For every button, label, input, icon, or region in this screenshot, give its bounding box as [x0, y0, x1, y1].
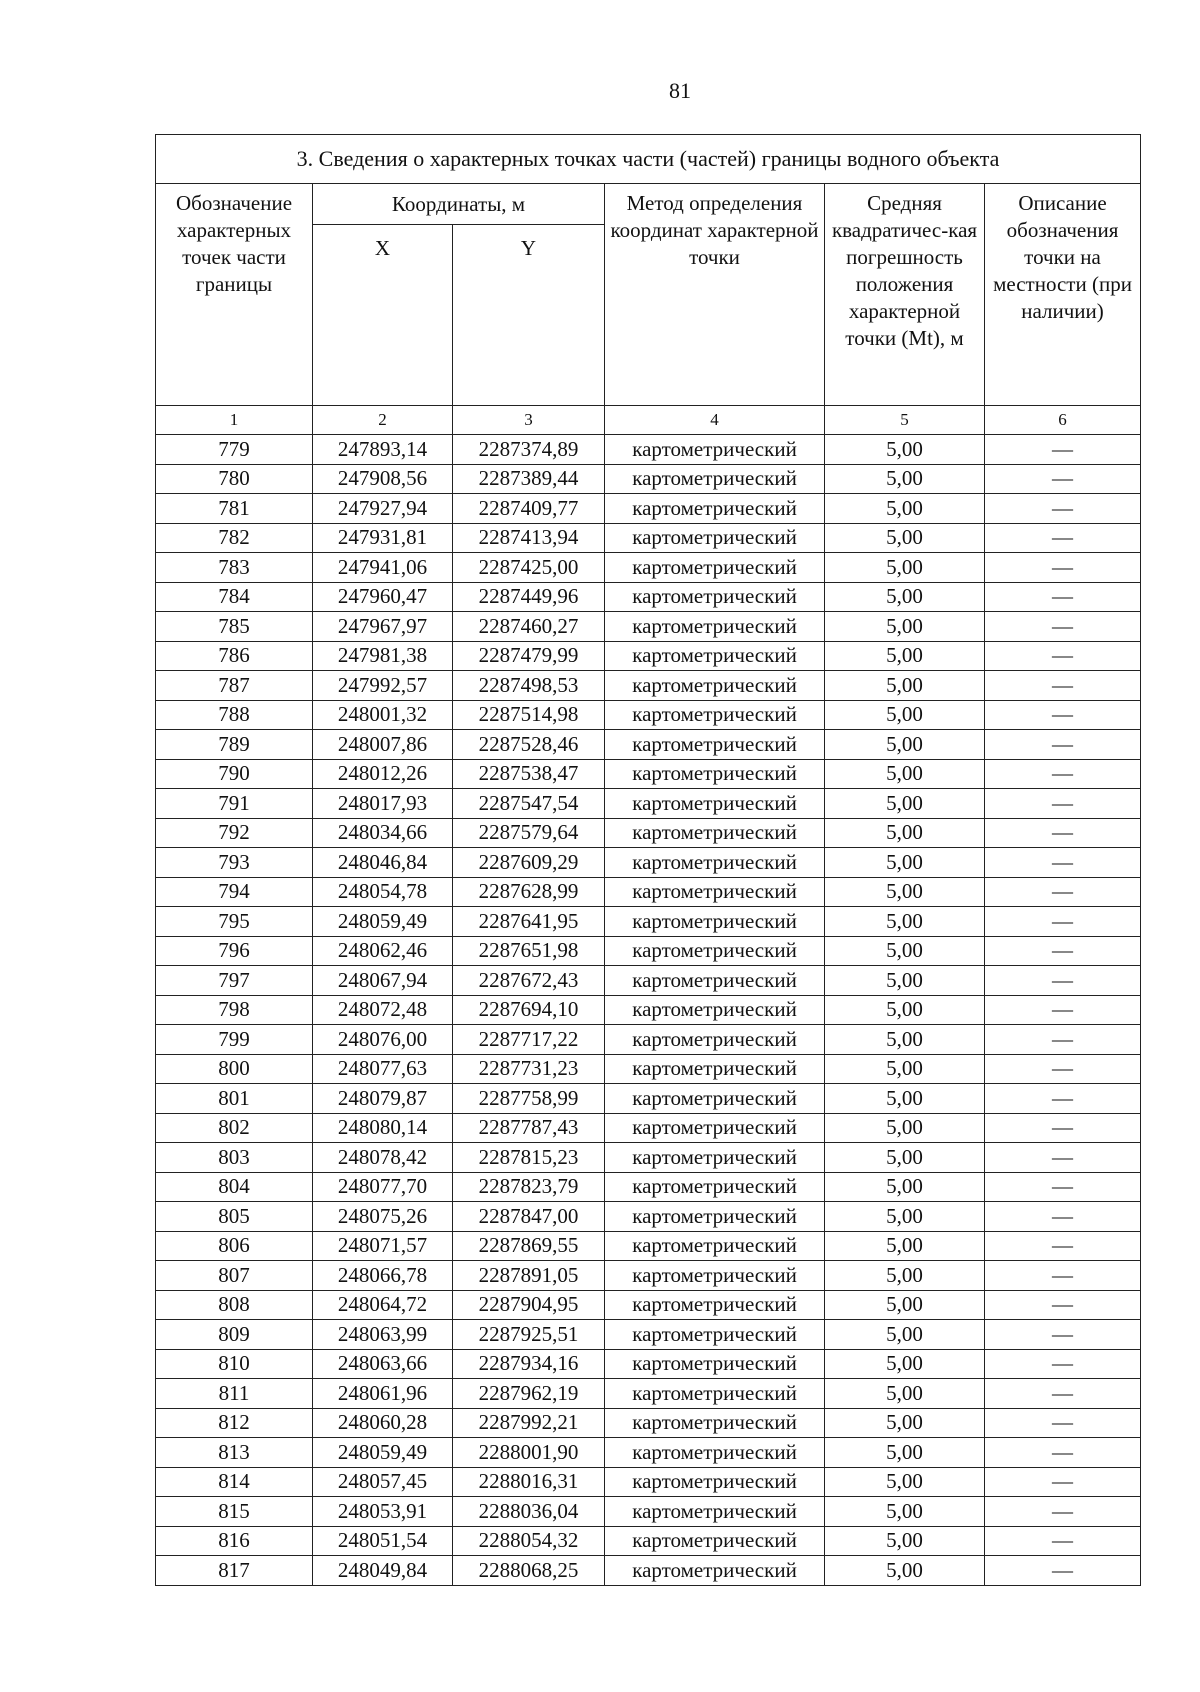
method-cell: картометрический	[605, 907, 825, 937]
x-coordinate-cell: 247981,38	[313, 641, 453, 671]
point-id-cell: 803	[156, 1143, 313, 1173]
x-coordinate-cell: 248061,96	[313, 1379, 453, 1409]
accuracy-cell: 5,00	[825, 1172, 985, 1202]
x-coordinate-cell: 248034,66	[313, 818, 453, 848]
method-cell: картометрический	[605, 1231, 825, 1261]
table-row	[156, 789, 1141, 819]
y-coordinate-cell: 2288054,32	[453, 1526, 605, 1556]
description-cell: —	[985, 1526, 1141, 1556]
point-id-cell: 782	[156, 523, 313, 553]
accuracy-cell: 5,00	[825, 641, 985, 671]
description-cell: —	[985, 1202, 1141, 1232]
method-cell: картометрический	[605, 1526, 825, 1556]
description-cell: —	[985, 612, 1141, 642]
table-row	[156, 435, 1141, 465]
method-cell: картометрический	[605, 995, 825, 1025]
x-coordinate-cell: 248066,78	[313, 1261, 453, 1291]
description-cell: —	[985, 1261, 1141, 1291]
point-id-cell: 779	[156, 435, 313, 465]
table-row	[156, 1526, 1141, 1556]
description-cell: —	[985, 1143, 1141, 1173]
accuracy-cell: 5,00	[825, 936, 985, 966]
description-cell: —	[985, 641, 1141, 671]
accuracy-cell: 5,00	[825, 730, 985, 760]
accuracy-cell: 5,00	[825, 464, 985, 494]
accuracy-cell: 5,00	[825, 523, 985, 553]
x-coordinate-cell: 248067,94	[313, 966, 453, 996]
point-id-cell: 794	[156, 877, 313, 907]
accuracy-cell: 5,00	[825, 759, 985, 789]
x-coordinate-cell: 248078,42	[313, 1143, 453, 1173]
y-coordinate-cell: 2287579,64	[453, 818, 605, 848]
x-coordinate-cell: 248054,78	[313, 877, 453, 907]
point-id-cell: 800	[156, 1054, 313, 1084]
method-cell: картометрический	[605, 1320, 825, 1350]
column-number: 2	[313, 406, 453, 435]
description-cell: —	[985, 848, 1141, 878]
accuracy-cell: 5,00	[825, 1438, 985, 1468]
x-coordinate-cell: 247941,06	[313, 553, 453, 583]
method-cell: картометрический	[605, 523, 825, 553]
table-row	[156, 936, 1141, 966]
point-id-cell: 802	[156, 1113, 313, 1143]
y-coordinate-cell: 2288036,04	[453, 1497, 605, 1527]
y-coordinate-cell: 2287694,10	[453, 995, 605, 1025]
method-cell: картометрический	[605, 877, 825, 907]
y-coordinate-cell: 2287609,29	[453, 848, 605, 878]
column-number: 4	[605, 406, 825, 435]
description-cell: —	[985, 435, 1141, 465]
description-cell: —	[985, 789, 1141, 819]
table-row	[156, 877, 1141, 907]
y-coordinate-cell: 2287538,47	[453, 759, 605, 789]
method-cell: картометрический	[605, 1143, 825, 1173]
point-id-cell: 781	[156, 494, 313, 524]
y-coordinate-cell: 2288001,90	[453, 1438, 605, 1468]
description-cell: —	[985, 1320, 1141, 1350]
table-row	[156, 612, 1141, 642]
table-row	[156, 700, 1141, 730]
table-row	[156, 1379, 1141, 1409]
table-row	[156, 818, 1141, 848]
y-coordinate-cell: 2287731,23	[453, 1054, 605, 1084]
x-coordinate-cell: 248076,00	[313, 1025, 453, 1055]
table-row	[156, 1025, 1141, 1055]
x-coordinate-cell: 248059,49	[313, 907, 453, 937]
accuracy-cell: 5,00	[825, 1497, 985, 1527]
point-id-cell: 815	[156, 1497, 313, 1527]
description-cell: —	[985, 1054, 1141, 1084]
column-number: 5	[825, 406, 985, 435]
header-x: X	[313, 225, 453, 406]
accuracy-cell: 5,00	[825, 818, 985, 848]
accuracy-cell: 5,00	[825, 1143, 985, 1173]
method-cell: картометрический	[605, 1261, 825, 1291]
accuracy-cell: 5,00	[825, 966, 985, 996]
point-id-cell: 804	[156, 1172, 313, 1202]
table-row	[156, 1261, 1141, 1291]
table-row	[156, 995, 1141, 1025]
method-cell: картометрический	[605, 1084, 825, 1114]
y-coordinate-cell: 2287758,99	[453, 1084, 605, 1114]
table-row	[156, 1497, 1141, 1527]
y-coordinate-cell: 2287479,99	[453, 641, 605, 671]
accuracy-cell: 5,00	[825, 1113, 985, 1143]
y-coordinate-cell: 2287891,05	[453, 1261, 605, 1291]
header-y: Y	[453, 225, 605, 406]
column-number: 3	[453, 406, 605, 435]
table-row	[156, 1202, 1141, 1232]
y-coordinate-cell: 2287847,00	[453, 1202, 605, 1232]
x-coordinate-cell: 248079,87	[313, 1084, 453, 1114]
column-number: 6	[985, 406, 1141, 435]
description-cell: —	[985, 759, 1141, 789]
description-cell: —	[985, 1231, 1141, 1261]
y-coordinate-cell: 2287514,98	[453, 700, 605, 730]
description-cell: —	[985, 671, 1141, 701]
accuracy-cell: 5,00	[825, 1408, 985, 1438]
y-coordinate-cell: 2287389,44	[453, 464, 605, 494]
table-row	[156, 671, 1141, 701]
method-cell: картометрический	[605, 848, 825, 878]
accuracy-cell: 5,00	[825, 671, 985, 701]
y-coordinate-cell: 2287409,77	[453, 494, 605, 524]
table-row	[156, 582, 1141, 612]
point-id-cell: 801	[156, 1084, 313, 1114]
description-cell: —	[985, 582, 1141, 612]
point-id-cell: 793	[156, 848, 313, 878]
description-cell: —	[985, 1408, 1141, 1438]
method-cell: картометрический	[605, 435, 825, 465]
description-cell: —	[985, 1084, 1141, 1114]
table-row	[156, 966, 1141, 996]
table-row	[156, 1408, 1141, 1438]
point-id-cell: 780	[156, 464, 313, 494]
point-id-cell: 792	[156, 818, 313, 848]
description-cell: —	[985, 966, 1141, 996]
method-cell: картометрический	[605, 553, 825, 583]
description-cell: —	[985, 700, 1141, 730]
accuracy-cell: 5,00	[825, 1556, 985, 1586]
accuracy-cell: 5,00	[825, 1526, 985, 1556]
y-coordinate-cell: 2287823,79	[453, 1172, 605, 1202]
accuracy-cell: 5,00	[825, 1379, 985, 1409]
y-coordinate-cell: 2287498,53	[453, 671, 605, 701]
table-row	[156, 1290, 1141, 1320]
accuracy-cell: 5,00	[825, 877, 985, 907]
x-coordinate-cell: 248059,49	[313, 1438, 453, 1468]
point-id-cell: 785	[156, 612, 313, 642]
description-cell: —	[985, 1349, 1141, 1379]
point-id-cell: 795	[156, 907, 313, 937]
accuracy-cell: 5,00	[825, 1261, 985, 1291]
point-id-cell: 811	[156, 1379, 313, 1409]
x-coordinate-cell: 248012,26	[313, 759, 453, 789]
description-cell: —	[985, 1497, 1141, 1527]
method-cell: картометрический	[605, 1379, 825, 1409]
x-coordinate-cell: 248057,45	[313, 1467, 453, 1497]
method-cell: картометрический	[605, 464, 825, 494]
x-coordinate-cell: 248001,32	[313, 700, 453, 730]
description-cell: —	[985, 1113, 1141, 1143]
table-row	[156, 1556, 1141, 1586]
table-row	[156, 1320, 1141, 1350]
accuracy-cell: 5,00	[825, 848, 985, 878]
x-coordinate-cell: 248060,28	[313, 1408, 453, 1438]
table-row	[156, 1113, 1141, 1143]
method-cell: картометрический	[605, 1202, 825, 1232]
header-method: Метод определения координат характерной точки	[605, 184, 825, 406]
point-id-cell: 788	[156, 700, 313, 730]
method-cell: картометрический	[605, 1025, 825, 1055]
point-id-cell: 814	[156, 1467, 313, 1497]
table-row	[156, 1143, 1141, 1173]
y-coordinate-cell: 2287641,95	[453, 907, 605, 937]
point-id-cell: 813	[156, 1438, 313, 1468]
x-coordinate-cell: 248075,26	[313, 1202, 453, 1232]
method-cell: картометрический	[605, 582, 825, 612]
table-row	[156, 1231, 1141, 1261]
x-coordinate-cell: 248049,84	[313, 1556, 453, 1586]
x-coordinate-cell: 248046,84	[313, 848, 453, 878]
point-id-cell: 796	[156, 936, 313, 966]
y-coordinate-cell: 2287717,22	[453, 1025, 605, 1055]
method-cell: картометрический	[605, 966, 825, 996]
point-id-cell: 789	[156, 730, 313, 760]
x-coordinate-cell: 247908,56	[313, 464, 453, 494]
table-row	[156, 553, 1141, 583]
table-row	[156, 1172, 1141, 1202]
x-coordinate-cell: 247931,81	[313, 523, 453, 553]
point-id-cell: 797	[156, 966, 313, 996]
description-cell: —	[985, 907, 1141, 937]
method-cell: картометрический	[605, 730, 825, 760]
x-coordinate-cell: 248077,70	[313, 1172, 453, 1202]
point-id-cell: 812	[156, 1408, 313, 1438]
method-cell: картометрический	[605, 700, 825, 730]
description-cell: —	[985, 464, 1141, 494]
point-id-cell: 787	[156, 671, 313, 701]
table-title: 3. Сведения о характерных точках части (частей) границы водного объекта	[156, 135, 1141, 184]
table-body	[156, 435, 1141, 1586]
x-coordinate-cell: 247967,97	[313, 612, 453, 642]
point-id-cell: 784	[156, 582, 313, 612]
description-cell: —	[985, 877, 1141, 907]
y-coordinate-cell: 2287672,43	[453, 966, 605, 996]
x-coordinate-cell: 247992,57	[313, 671, 453, 701]
table-row	[156, 848, 1141, 878]
point-id-cell: 806	[156, 1231, 313, 1261]
x-coordinate-cell: 248017,93	[313, 789, 453, 819]
y-coordinate-cell: 2287449,96	[453, 582, 605, 612]
accuracy-cell: 5,00	[825, 612, 985, 642]
x-coordinate-cell: 248007,86	[313, 730, 453, 760]
method-cell: картометрический	[605, 759, 825, 789]
header-point-designation: Обозначение характерных точек части границы	[156, 184, 313, 406]
point-id-cell: 808	[156, 1290, 313, 1320]
y-coordinate-cell: 2287651,98	[453, 936, 605, 966]
accuracy-cell: 5,00	[825, 1231, 985, 1261]
point-id-cell: 783	[156, 553, 313, 583]
accuracy-cell: 5,00	[825, 995, 985, 1025]
x-coordinate-cell: 247927,94	[313, 494, 453, 524]
description-cell: —	[985, 1467, 1141, 1497]
point-id-cell: 810	[156, 1349, 313, 1379]
accuracy-cell: 5,00	[825, 907, 985, 937]
table-row	[156, 1054, 1141, 1084]
table-row	[156, 1467, 1141, 1497]
point-id-cell: 791	[156, 789, 313, 819]
y-coordinate-cell: 2287869,55	[453, 1231, 605, 1261]
page-number: 81	[669, 78, 691, 103]
boundary-points-table	[155, 134, 1141, 1586]
point-id-cell: 799	[156, 1025, 313, 1055]
accuracy-cell: 5,00	[825, 1084, 985, 1114]
method-cell: картометрический	[605, 789, 825, 819]
method-cell: картометрический	[605, 1349, 825, 1379]
x-coordinate-cell: 248071,57	[313, 1231, 453, 1261]
header-accuracy: Средняя квадратичес-кая погрешность положения характерной точки (Mt), м	[825, 184, 985, 406]
accuracy-cell: 5,00	[825, 1467, 985, 1497]
description-cell: —	[985, 1438, 1141, 1468]
y-coordinate-cell: 2287528,46	[453, 730, 605, 760]
method-cell: картометрический	[605, 1438, 825, 1468]
point-id-cell: 786	[156, 641, 313, 671]
accuracy-cell: 5,00	[825, 494, 985, 524]
y-coordinate-cell: 2287547,54	[453, 789, 605, 819]
x-coordinate-cell: 248051,54	[313, 1526, 453, 1556]
accuracy-cell: 5,00	[825, 700, 985, 730]
table-row	[156, 1349, 1141, 1379]
point-id-cell: 798	[156, 995, 313, 1025]
x-coordinate-cell: 248072,48	[313, 995, 453, 1025]
accuracy-cell: 5,00	[825, 582, 985, 612]
description-cell: —	[985, 494, 1141, 524]
method-cell: картометрический	[605, 612, 825, 642]
method-cell: картометрический	[605, 936, 825, 966]
point-id-cell: 805	[156, 1202, 313, 1232]
table-row	[156, 1084, 1141, 1114]
y-coordinate-cell: 2287962,19	[453, 1379, 605, 1409]
method-cell: картометрический	[605, 818, 825, 848]
x-coordinate-cell: 248062,46	[313, 936, 453, 966]
x-coordinate-cell: 247893,14	[313, 435, 453, 465]
table-row	[156, 1438, 1141, 1468]
x-coordinate-cell: 248080,14	[313, 1113, 453, 1143]
accuracy-cell: 5,00	[825, 1349, 985, 1379]
accuracy-cell: 5,00	[825, 553, 985, 583]
x-coordinate-cell: 248063,66	[313, 1349, 453, 1379]
y-coordinate-cell: 2287904,95	[453, 1290, 605, 1320]
table-row	[156, 730, 1141, 760]
table-row	[156, 907, 1141, 937]
method-cell: картометрический	[605, 1556, 825, 1586]
method-cell: картометрический	[605, 641, 825, 671]
table-row	[156, 641, 1141, 671]
table-row	[156, 494, 1141, 524]
accuracy-cell: 5,00	[825, 435, 985, 465]
accuracy-cell: 5,00	[825, 1202, 985, 1232]
description-cell: —	[985, 995, 1141, 1025]
method-cell: картометрический	[605, 671, 825, 701]
method-cell: картометрический	[605, 1408, 825, 1438]
method-cell: картометрический	[605, 1497, 825, 1527]
method-cell: картометрический	[605, 1172, 825, 1202]
description-cell: —	[985, 818, 1141, 848]
description-cell: —	[985, 1379, 1141, 1409]
point-id-cell: 807	[156, 1261, 313, 1291]
description-cell: —	[985, 1556, 1141, 1586]
description-cell: —	[985, 1172, 1141, 1202]
y-coordinate-cell: 2287992,21	[453, 1408, 605, 1438]
method-cell: картометрический	[605, 1290, 825, 1320]
y-coordinate-cell: 2287460,27	[453, 612, 605, 642]
accuracy-cell: 5,00	[825, 789, 985, 819]
description-cell: —	[985, 730, 1141, 760]
y-coordinate-cell: 2287628,99	[453, 877, 605, 907]
accuracy-cell: 5,00	[825, 1320, 985, 1350]
point-id-cell: 816	[156, 1526, 313, 1556]
y-coordinate-cell: 2287425,00	[453, 553, 605, 583]
y-coordinate-cell: 2287815,23	[453, 1143, 605, 1173]
method-cell: картометрический	[605, 494, 825, 524]
description-cell: —	[985, 523, 1141, 553]
y-coordinate-cell: 2288068,25	[453, 1556, 605, 1586]
method-cell: картометрический	[605, 1467, 825, 1497]
header-description: Описание обозначения точки на местности (при наличии)	[985, 184, 1141, 406]
point-id-cell: 809	[156, 1320, 313, 1350]
x-coordinate-cell: 248053,91	[313, 1497, 453, 1527]
description-cell: —	[985, 553, 1141, 583]
table-row	[156, 759, 1141, 789]
description-cell: —	[985, 1290, 1141, 1320]
accuracy-cell: 5,00	[825, 1290, 985, 1320]
accuracy-cell: 5,00	[825, 1054, 985, 1084]
y-coordinate-cell: 2287934,16	[453, 1349, 605, 1379]
description-cell: —	[985, 936, 1141, 966]
y-coordinate-cell: 2287413,94	[453, 523, 605, 553]
y-coordinate-cell: 2287925,51	[453, 1320, 605, 1350]
x-coordinate-cell: 248064,72	[313, 1290, 453, 1320]
description-cell: —	[985, 1025, 1141, 1055]
table-row	[156, 523, 1141, 553]
header-coordinates: Координаты, м	[313, 184, 605, 225]
method-cell: картометрический	[605, 1113, 825, 1143]
y-coordinate-cell: 2287787,43	[453, 1113, 605, 1143]
x-coordinate-cell: 248063,99	[313, 1320, 453, 1350]
y-coordinate-cell: 2287374,89	[453, 435, 605, 465]
point-id-cell: 790	[156, 759, 313, 789]
column-number: 1	[156, 406, 313, 435]
y-coordinate-cell: 2288016,31	[453, 1467, 605, 1497]
x-coordinate-cell: 248077,63	[313, 1054, 453, 1084]
accuracy-cell: 5,00	[825, 1025, 985, 1055]
x-coordinate-cell: 247960,47	[313, 582, 453, 612]
table-row	[156, 464, 1141, 494]
point-id-cell: 817	[156, 1556, 313, 1586]
method-cell: картометрический	[605, 1054, 825, 1084]
